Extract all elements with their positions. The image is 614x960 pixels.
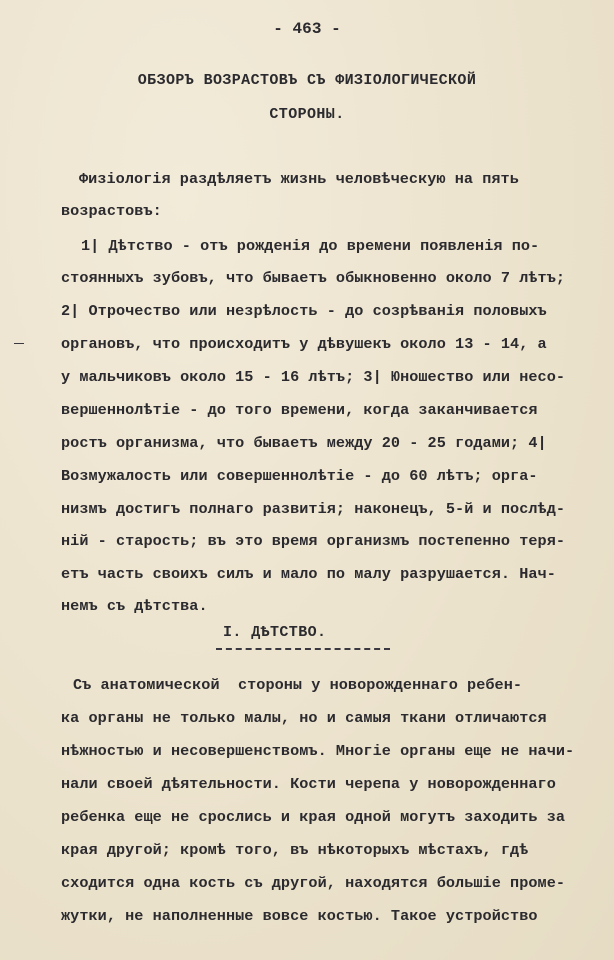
text-line: возрастовъ: [61,202,162,220]
title-line-2: СТОРОНЫ. [269,106,345,123]
text-line: органовъ, что происходитъ у дѣвушекъ около 13 - 14, а [61,335,547,353]
text-line: ростъ организма, что бываетъ между 20 - 25 годами; 4| [61,434,547,452]
text-line: Физiологiя раздѣляетъ жизнь человѣческую на пять [79,170,519,188]
text-line: нѣжностью и несовершенствомъ. Многiе органы еще не начи- [61,742,575,760]
page-number: - 463 - [273,20,341,38]
text-line: ка органы не только малы, но и самыя ткани отличаются [61,709,547,727]
text-line: нали своей дѣятельности. Кости черепа у новорожденнаго [61,775,556,793]
text-line: етъ часть своихъ силъ и мало по малу разрушается. Нач- [61,565,556,583]
text-line: края другой; кромѣ того, въ нѣкоторыхъ мѣстахъ, гдѣ [61,841,529,859]
text-line: 1| Дѣтство - отъ рожденiя до времени появленiя по- [81,237,540,255]
text-line: жутки, не наполненные вовсе костью. Такое устройство [61,907,538,925]
text-line: 2| Отрочество или незрѣлость - до созрѣванiя половыхъ [61,302,547,320]
text-line: сходится одна кость съ другой, находятся большiе проме- [61,874,566,892]
text-line: стоянныхъ зубовъ, что бываетъ обыкновенно около 7 лѣтъ; [61,269,566,287]
text-line: ребенка еще не срослись и края одной могутъ заходить за [61,808,566,826]
text-line: немъ съ дѣтства. [61,597,208,615]
section-heading-underline [216,648,390,650]
text-line: Возмужалость или совершеннолѣтiе - до 60 лѣтъ; орга- [61,467,538,485]
text-line: вершеннолѣтiе - до того времени, когда заканчивается [61,401,538,419]
margin-mark [14,343,24,344]
text-line: Съ анатомической стороны у новорожденнаго ребен- [73,676,523,694]
text-line: низмъ достигъ полнаго развитiя; наконецъ, 5-й и послѣд- [61,500,566,518]
text-line: у мальчиковъ около 15 - 16 лѣтъ; 3| Юношество или несо- [61,368,566,386]
text-line: нiй - старость; въ это время организмъ постепенно теря- [61,532,566,550]
section-heading: I. ДѢТСТВО. [223,624,327,641]
title-line-1: ОБЗОРЪ ВОЗРАСТОВЪ СЪ ФИЗIОЛОГИЧЕСКОЙ [137,72,477,89]
